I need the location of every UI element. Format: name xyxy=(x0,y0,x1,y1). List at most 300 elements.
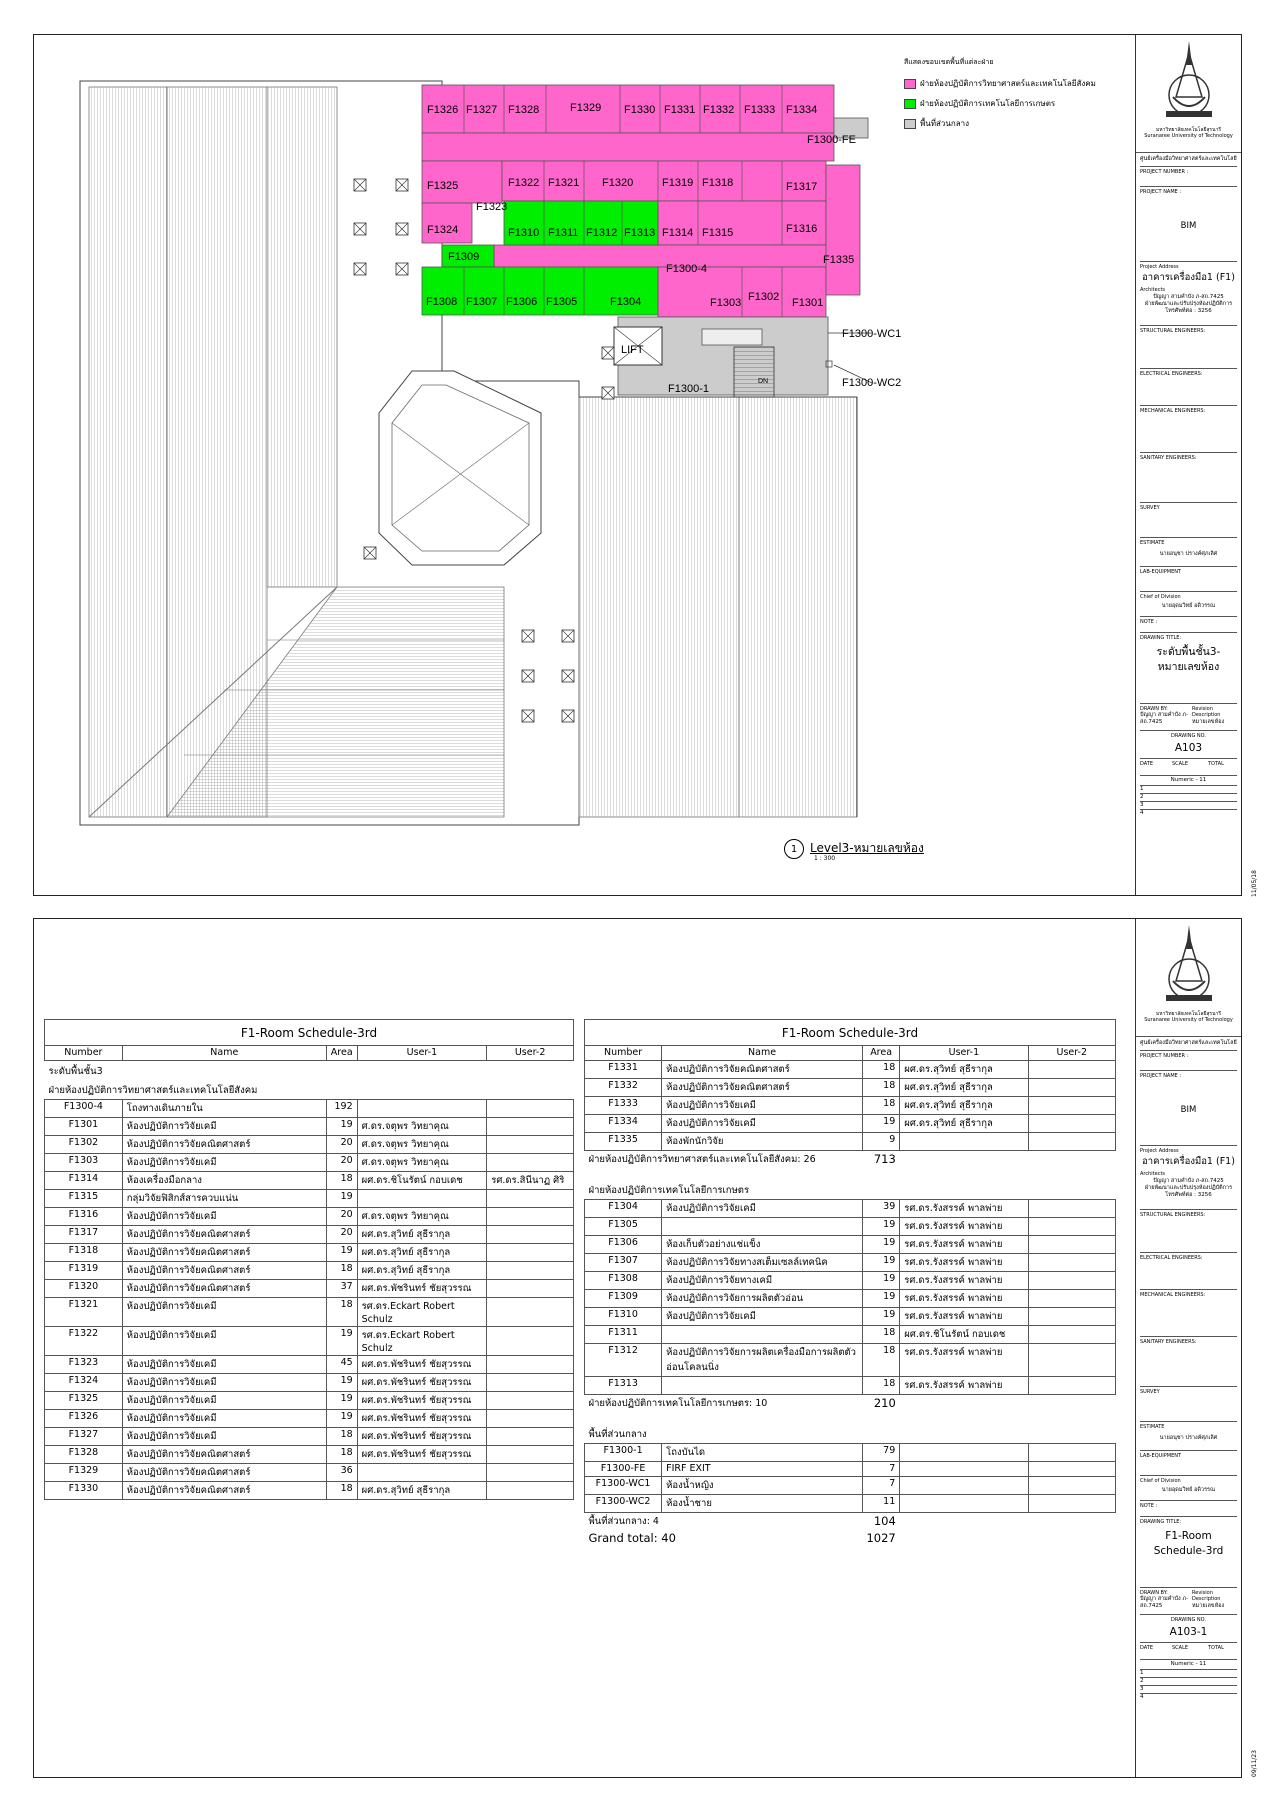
cell-area: 11 xyxy=(862,1495,899,1513)
cell-name: ห้องปฏิบัติการวิจัยเคมี xyxy=(122,1356,326,1374)
room-f1300-wc1: F1300-WC1 xyxy=(842,328,902,340)
cell-user-1: ผศ.ดร.ชิโนรัตน์ กอบเดช xyxy=(900,1326,1028,1344)
room-f1300-1: F1300-1 xyxy=(668,383,709,395)
cell-user-2 xyxy=(487,1410,574,1428)
cell-user-1: ผศ.ดร.สุวิทย์ สุธีรากุล xyxy=(900,1115,1028,1133)
schedule-title: F1-Room Schedule-3rd xyxy=(45,1020,574,1046)
drawing-sheet-a103 xyxy=(33,34,1258,897)
cell-name: ห้องปฏิบัติการวิจัยคณิตศาสตร์ xyxy=(122,1280,326,1298)
grand-total-label: Grand total: 40 xyxy=(588,1531,676,1545)
cell-user-2 xyxy=(1028,1115,1115,1133)
cell-area: 36 xyxy=(326,1464,357,1482)
stair-down-label: DN xyxy=(758,378,769,385)
room-f1300-fe: F1300-FE xyxy=(807,134,856,146)
cell-area: 9 xyxy=(862,1133,899,1151)
table-row xyxy=(45,1100,574,1118)
table-row xyxy=(45,1298,574,1327)
cell-user-1: รศ.ดร.Eckart Robert Schulz xyxy=(357,1298,487,1327)
wc-fixtures xyxy=(702,329,762,345)
cell-user-2 xyxy=(1028,1290,1115,1308)
room-f1333: F1333 xyxy=(744,104,776,116)
title-block-2: มหาวิทยาลัยเทคโนโลยีสุรนารี Suranaree University of Technology ศูนย์เครื่องมือวิทยาศาสตร์และเทคโนโลยี PROJECT NUMBER : PROJECT NAME : BIM Project Address อาคารเครื่องมือ1 (F1) Architects ปัญญา สามคำบัง ภ-สถ.7425 ฝ่ายพัฒนาและปรับปรุงห้องปฏิบัติการ โทรศัพท์ต่อ : 3256 STRUCTURAL ENGINEERS: ELECTRICAL ENGINEERS: MECHANICAL ENGINEERS: SANITARY ENGINEERS: SURVEY ESTIMATE นายอนุชา ปรางค์ศุภเลิศ LAB-EQUIPMENT Chief of Division นายอุดมวิทย์ อดิวรรณ NOTE : DRAWING TITLE: F1-Room Schedule-3rd DRAWN BY: ปัญญา สามคำบัง ภ-สถ.7425 Revision Description หมายเลขห้อง DRAWING NO. A103-1 DATE SCALE TOTAL Numeric - 11 1 2 3 4 xyxy=(1135,919,1241,1777)
cell-area: 18 xyxy=(326,1428,357,1446)
room-f1328: F1328 xyxy=(508,104,540,116)
cell-area: 39 xyxy=(862,1200,899,1218)
cell-number: F1317 xyxy=(45,1226,123,1244)
cell-number: F1319 xyxy=(45,1262,123,1280)
cell-number: F1300-FE xyxy=(585,1462,662,1477)
group-c-label: พื้นที่ส่วนกลาง xyxy=(588,1429,647,1440)
room-f1312: F1312 xyxy=(586,227,618,239)
level-label: ระดับพื้นชั้น3 xyxy=(48,1066,103,1077)
room-f1301: F1301 xyxy=(792,297,824,309)
table-row xyxy=(585,1115,1116,1133)
cell-number: F1306 xyxy=(585,1236,662,1254)
cell-name: ห้องปฏิบัติการวิจัยเคมี xyxy=(122,1208,326,1226)
cell-number: F1309 xyxy=(585,1290,662,1308)
cell-area: 192 xyxy=(326,1100,357,1118)
cell-user-2 xyxy=(1028,1200,1115,1218)
cell-name: ห้องปฏิบัติการวิจัยเคมี xyxy=(122,1327,326,1356)
room-f1303: F1303 xyxy=(710,297,742,309)
cell-user-2 xyxy=(487,1244,574,1262)
cell-name: ห้องปฏิบัติการวิจัยคณิตศาสตร์ xyxy=(662,1079,863,1097)
room-f1302: F1302 xyxy=(748,291,780,303)
room-f1329: F1329 xyxy=(570,102,602,114)
cell-number: F1327 xyxy=(45,1428,123,1446)
cell-area: 18 xyxy=(862,1326,899,1344)
cell-user-1 xyxy=(357,1464,487,1482)
drawing-title-2: Schedule-3rd xyxy=(1153,1545,1224,1557)
cell-user-2 xyxy=(1028,1377,1115,1395)
cell-user-1: รศ.ดร.รังสรรค์ พาลพ่าย xyxy=(900,1200,1028,1218)
table-row xyxy=(45,1208,574,1226)
cell-number: F1314 xyxy=(45,1172,123,1190)
room-f1315: F1315 xyxy=(702,227,734,239)
cell-name: ห้องปฏิบัติการวิจัยเคมี xyxy=(122,1410,326,1428)
cell-user-1: รศ.ดร.รังสรรค์ พาลพ่าย xyxy=(900,1377,1028,1395)
cell-number: F1330 xyxy=(45,1482,123,1500)
cell-user-1: รศ.ดร.รังสรรค์ พาลพ่าย xyxy=(900,1254,1028,1272)
cell-name xyxy=(662,1326,863,1344)
room-f1310: F1310 xyxy=(508,227,540,239)
room-schedule-right: F1-Room Schedule-3rd Number Name Area User-1 User-2 F1331 ห้องปฏิบัติการวิจัยคณิตศาสตร์ 18 ผศ.ดร.สุวิทย์ สุธีรากุล F1332 ห้องปฏิบัติการวิจัยคณิตศาสตร์ 18 ผศ.ดร.สุวิทย์ สุธีรากุล F1333 ห้องปฏิบัติการวิจัยเคมี 18 ผศ.ดร.สุวิทย์ สุธีรากุล F1334 ห้องปฏิบัติการวิจัยเคมี 19 ผศ.ดร.สุวิทย์ สุธีรากุล F1335 ห้องพักนักวิจัย 9 ฝ่ายห้องปฏิบัติการวิทยาศาสตร์และเทคโนโลยีสังคม: 26 713 ฝ่ายห้องปฏิบัติการเทคโนโลยีการเกษตร F1304 ห้องปฏิบัติการวิจัยเคมี 39 รศ.ดร.รังสรรค์ พาลพ่าย F1305 19 รศ.ดร.รังสรรค์ พาลพ่าย F1306 ห้องเก็บตัวอย่างแช่แข็ง 19 รศ.ดร.รังสรรค์ พาลพ่าย F1307 ห้องปฏิบัติการวิจัยทางสเต็มเซลล์เทคนิค 19 รศ.ดร.รังสรรค์ พาลพ่าย F1308 ห้องปฏิบัติการวิจัยทางเคมี 19 รศ.ดร.รังสรรค์ พาลพ่าย F1309 ห้องปฏิบัติการวิจัยการผลิตตัวอ่อน 19 รศ.ดร.รังสรรค์ พาลพ่าย F1310 ห้องปฏิบัติการวิจัยเคมี 19 รศ.ดร.รังสรรค์ พาลพ่าย F1311 18 ผศ.ดร.ชิโนรัตน์ กอบเดช F1312 ห้องปฏิบัติการวิจัยการผลิตเครื่องมือการผลิตตัวอ่อนโคลนนิ่ง 18 รศ.ดร.รังสรรค์ พาลพ่าย F1313 18 รศ.ดร.รังสรรค์ พาลพ่าย ฝ่ายห้องปฏิบัติการเทคโนโลยีการเกษตร: 10 210 พื้นที่ส่วนกลาง F1300-1 โถงบันได 79 F1300-FE FIRF EXIT 7 F1300-WC1 ห้องน้ำหญิง 7 F1300-WC2 ห้องน้ำชาย 11 พื้นที่ส่วนกลาง: 4 104 Grand total: 40 1027 xyxy=(584,1019,1116,1546)
room-f1300-wc2: F1300-WC2 xyxy=(842,377,902,389)
cell-name: ห้องปฏิบัติการวิจัยเคมี xyxy=(662,1308,863,1326)
cell-name: ห้องปฏิบัติการวิจัยคณิตศาสตร์ xyxy=(122,1482,326,1500)
cell-user-2 xyxy=(487,1100,574,1118)
cell-area: 19 xyxy=(326,1327,357,1356)
cell-area: 19 xyxy=(326,1118,357,1136)
cell-number: F1300-WC2 xyxy=(585,1495,662,1513)
cell-user-2 xyxy=(487,1327,574,1356)
cell-user-2 xyxy=(1028,1061,1115,1079)
cell-area: 18 xyxy=(862,1344,899,1377)
cell-name: ห้องปฏิบัติการวิจัยเคมี xyxy=(662,1097,863,1115)
cell-user-2 xyxy=(487,1280,574,1298)
table-row xyxy=(45,1262,574,1280)
cell-area: 45 xyxy=(326,1356,357,1374)
table-row xyxy=(45,1190,574,1208)
lift-label: LIFT xyxy=(621,344,644,356)
table-row xyxy=(45,1464,574,1482)
cell-number: F1311 xyxy=(585,1326,662,1344)
room-f1311: F1311 xyxy=(548,227,579,239)
cell-name: โถงทางเดินภายใน xyxy=(122,1100,326,1118)
cell-user-1 xyxy=(357,1190,487,1208)
cell-number: F1301 xyxy=(45,1118,123,1136)
cell-name: ห้องปฏิบัติการวิจัยคณิตศาสตร์ xyxy=(122,1226,326,1244)
drawing-sheet-a103-1 xyxy=(33,918,1258,1778)
cell-user-2 xyxy=(487,1482,574,1500)
cell-area: 20 xyxy=(326,1226,357,1244)
cell-user-2 xyxy=(1028,1097,1115,1115)
room-f1335: F1335 xyxy=(823,254,855,266)
table-row xyxy=(45,1356,574,1374)
table-row xyxy=(585,1444,1116,1462)
room-f1331: F1331 xyxy=(664,104,696,116)
cell-user-2 xyxy=(487,1226,574,1244)
group-c-sum-label: พื้นที่ส่วนกลาง: 4 xyxy=(588,1516,659,1527)
university-logo: มหาวิทยาลัยเทคโนโลยีสุรนารี Suranaree University of Technology xyxy=(1136,35,1241,153)
cell-user-2 xyxy=(1028,1462,1115,1477)
cell-name: ห้องปฏิบัติการวิจัยเคมี xyxy=(122,1428,326,1446)
cell-user-1: ผศ.ดร.พัชรินทร์ ชัยสุวรรณ xyxy=(357,1280,487,1298)
cell-user-1: ศ.ดร.จตุพร วิทยาคุณ xyxy=(357,1208,487,1226)
room-f1330: F1330 xyxy=(624,104,656,116)
table-row xyxy=(585,1290,1116,1308)
cell-user-1: ผศ.ดร.พัชรินทร์ ชัยสุวรรณ xyxy=(357,1428,487,1446)
cell-number: F1326 xyxy=(45,1410,123,1428)
cell-user-2 xyxy=(1028,1218,1115,1236)
cell-number: F1302 xyxy=(45,1136,123,1154)
room-f1334: F1334 xyxy=(786,104,818,116)
cell-area: 19 xyxy=(862,1218,899,1236)
room-f1323: F1323 xyxy=(476,201,508,213)
table-row xyxy=(585,1200,1116,1218)
group-c-sum-value: 104 xyxy=(873,1514,896,1528)
cell-user-1: รศ.ดร.รังสรรค์ พาลพ่าย xyxy=(900,1272,1028,1290)
cell-user-1: รศ.ดร.รังสรรค์ พาลพ่าย xyxy=(900,1290,1028,1308)
cell-name: ห้องปฏิบัติการวิจัยเคมี xyxy=(122,1154,326,1172)
cell-name: ห้องปฏิบัติการวิจัยเคมี xyxy=(662,1200,863,1218)
cell-number: F1329 xyxy=(45,1464,123,1482)
group-b-label: ฝ่ายห้องปฏิบัติการเทคโนโลยีการเกษตร xyxy=(588,1185,750,1196)
cell-user-1: ผศ.ดร.สุวิทย์ สุธีรากุล xyxy=(900,1061,1028,1079)
cell-user-1: ผศ.ดร.สุวิทย์ สุธีรากุล xyxy=(900,1097,1028,1115)
table-row xyxy=(45,1280,574,1298)
room-f1300-4: F1300-4 xyxy=(666,263,707,275)
cell-user-2: รศ.ดร.สินีนาฏ ศิริ xyxy=(487,1172,574,1190)
cell-name: ห้องน้ำชาย xyxy=(662,1495,863,1513)
cell-user-1 xyxy=(900,1495,1028,1513)
legend-swatch-pink xyxy=(904,79,916,89)
cell-user-2 xyxy=(487,1428,574,1446)
cell-user-1 xyxy=(900,1444,1028,1462)
legend-item-agri: ฝ่ายห้องปฏิบัติการเทคโนโลยีการเกษตร xyxy=(904,97,1055,110)
cell-user-2 xyxy=(487,1356,574,1374)
cell-user-2 xyxy=(1028,1272,1115,1290)
table-row xyxy=(45,1428,574,1446)
cell-name: ห้องปฏิบัติการวิจัยเคมี xyxy=(122,1298,326,1327)
cell-user-1 xyxy=(900,1133,1028,1151)
table-row xyxy=(45,1482,574,1500)
legend-item-science: ฝ่ายห้องปฏิบัติการวิทยาศาสตร์และเทคโนโลยีสังคม xyxy=(904,77,1096,90)
stair xyxy=(734,347,774,397)
cell-user-2 xyxy=(487,1154,574,1172)
cell-user-1: ศ.ดร.จตุพร วิทยาคุณ xyxy=(357,1136,487,1154)
drawing-number: A103-1 xyxy=(1169,1626,1208,1638)
room-f1324: F1324 xyxy=(427,224,459,236)
table-row xyxy=(585,1344,1116,1377)
table-row xyxy=(45,1327,574,1356)
table-row xyxy=(585,1061,1116,1079)
room-f1306: F1306 xyxy=(506,296,538,308)
cell-user-1: ผศ.ดร.พัชรินทร์ ชัยสุวรรณ xyxy=(357,1356,487,1374)
drawing-title-1: F1-Room xyxy=(1165,1530,1212,1542)
cell-number: F1333 xyxy=(585,1097,662,1115)
room-f1305: F1305 xyxy=(546,296,578,308)
cell-user-2 xyxy=(1028,1444,1115,1462)
cell-name: ห้องปฏิบัติการวิจัยทางเคมี xyxy=(662,1272,863,1290)
cell-user-1: ผศ.ดร.พัชรินทร์ ชัยสุวรรณ xyxy=(357,1392,487,1410)
floor-plan xyxy=(34,35,1134,895)
cell-user-1: รศ.ดร.รังสรรค์ พาลพ่าย xyxy=(900,1236,1028,1254)
cell-user-1: รศ.ดร.รังสรรค์ พาลพ่าย xyxy=(900,1218,1028,1236)
view-title xyxy=(784,839,924,862)
cell-area: 19 xyxy=(862,1308,899,1326)
legend-title: สีแสดงขอบเขตพื้นที่แต่ละฝ่าย xyxy=(904,58,994,66)
drawing-number: A103 xyxy=(1174,742,1203,754)
seal-icon xyxy=(1136,919,1242,1011)
cell-user-1: ผศ.ดร.พัชรินทร์ ชัยสุวรรณ xyxy=(357,1446,487,1464)
grand-total-value: 1027 xyxy=(866,1531,896,1545)
group-label: ฝ่ายห้องปฏิบัติการวิทยาศาสตร์และเทคโนโลยีสังคม xyxy=(48,1085,258,1096)
cell-user-2 xyxy=(487,1190,574,1208)
sheet-date: 11/05/18 xyxy=(1251,870,1258,897)
cell-user-1: ผศ.ดร.ชิโนรัตน์ กอบเดช xyxy=(357,1172,487,1190)
table-row xyxy=(585,1477,1116,1495)
cell-name: ห้องปฏิบัติการวิจัยเคมี xyxy=(122,1118,326,1136)
cell-number: F1313 xyxy=(585,1377,662,1395)
room-f1317: F1317 xyxy=(786,181,818,193)
cell-number: F1322 xyxy=(45,1327,123,1356)
table-row xyxy=(585,1218,1116,1236)
cell-name: ห้องปฏิบัติการวิจัยคณิตศาสตร์ xyxy=(122,1464,326,1482)
room-f1332: F1332 xyxy=(703,104,735,116)
cell-number: F1300-1 xyxy=(585,1444,662,1462)
cell-name: ห้องปฏิบัติการวิจัยคณิตศาสตร์ xyxy=(122,1244,326,1262)
cell-user-1: ผศ.ดร.สุวิทย์ สุธีรากุล xyxy=(357,1262,487,1280)
legend-swatch-gray xyxy=(904,119,916,129)
cell-user-2 xyxy=(487,1446,574,1464)
table-row xyxy=(585,1272,1116,1290)
cell-number: F1308 xyxy=(585,1272,662,1290)
table-row xyxy=(585,1462,1116,1477)
cell-number: F1323 xyxy=(45,1356,123,1374)
table-row xyxy=(45,1226,574,1244)
cell-number: F1304 xyxy=(585,1200,662,1218)
cell-user-1: ผศ.ดร.สุวิทย์ สุธีรากุล xyxy=(900,1079,1028,1097)
table-row xyxy=(585,1495,1116,1513)
cell-name: ห้องปฏิบัติการวิจัยคณิตศาสตร์ xyxy=(122,1446,326,1464)
group-a-sum-value: 713 xyxy=(873,1152,896,1166)
cell-user-1: ผศ.ดร.พัชรินทร์ ชัยสุวรรณ xyxy=(357,1374,487,1392)
cell-number: F1331 xyxy=(585,1061,662,1079)
cell-user-2 xyxy=(487,1136,574,1154)
cell-number: F1335 xyxy=(585,1133,662,1151)
cell-area: 19 xyxy=(326,1190,357,1208)
cell-area: 19 xyxy=(862,1254,899,1272)
cell-user-2 xyxy=(1028,1079,1115,1097)
cell-name: ห้องปฏิบัติการวิจัยคณิตศาสตร์ xyxy=(662,1061,863,1079)
cell-name: ห้องเก็บตัวอย่างแช่แข็ง xyxy=(662,1236,863,1254)
legend-item-common: พื้นที่ส่วนกลาง xyxy=(904,117,969,130)
cell-area: 18 xyxy=(326,1298,357,1327)
room-schedule-left: F1-Room Schedule-3rd Number Name Area User-1 User-2 ระดับพื้นชั้น3 ฝ่ายห้องปฏิบัติการวิทยาศาสตร์และเทคโนโลยีสังคม F1300-4 โถงทางเดินภายใน 192 F1301 ห้องปฏิบัติการวิจัยเคมี 19 ศ.ดร.จตุพร วิทยาคุณ F1302 ห้องปฏิบัติการวิจัยคณิตศาสตร์ 20 ศ.ดร.จตุพร วิทยาคุณ F1303 ห้องปฏิบัติการวิจัยเคมี 20 ศ.ดร.จตุพร วิทยาคุณ F1314 ห้องเครื่องมือกลาง 18 ผศ.ดร.ชิโนรัตน์ กอบเดช รศ.ดร.สินีนาฏ ศิริ F1315 กลุ่มวิจัยฟิสิกส์สารควบแน่น 19 F1316 ห้องปฏิบัติการวิจัยเคมี 20 ศ.ดร.จตุพร วิทยาคุณ F1317 ห้องปฏิบัติการวิจัยคณิตศาสตร์ 20 ผศ.ดร.สุวิทย์ สุธีรากุล F1318 ห้องปฏิบัติการวิจัยคณิตศาสตร์ 19 ผศ.ดร.สุวิทย์ สุธีรากุล F1319 ห้องปฏิบัติการวิจัยคณิตศาสตร์ 18 ผศ.ดร.สุวิทย์ สุธีรากุล F1320 ห้องปฏิบัติการวิจัยคณิตศาสตร์ 37 ผศ.ดร.พัชรินทร์ ชัยสุวรรณ F1321 ห้องปฏิบัติการวิจัยเคมี 18 รศ.ดร.Eckart Robert Schulz F1322 ห้องปฏิบัติการวิจัยเคมี 19 รศ.ดร.Eckart Robert Schulz F1323 ห้องปฏิบัติการวิจัยเคมี 45 ผศ.ดร.พัชรินทร์ ชัยสุวรรณ F1324 ห้องปฏิบัติการวิจัยเคมี 19 ผศ.ดร.พัชรินทร์ ชัยสุวรรณ F1325 ห้องปฏิบัติการวิจัยเคมี 19 ผศ.ดร.พัชรินทร์ ชัยสุวรรณ F1326 ห้องปฏิบัติการวิจัยเคมี 19 ผศ.ดร.พัชรินทร์ ชัยสุวรรณ F1327 ห้องปฏิบัติการวิจัยเคมี 18 ผศ.ดร.พัชรินทร์ ชัยสุวรรณ F1328 ห้องปฏิบัติการวิจัยคณิตศาสตร์ 18 ผศ.ดร.พัชรินทร์ ชัยสุวรรณ F1329 ห้องปฏิบัติการวิจัยคณิตศาสตร์ 36 F1330 ห้องปฏิบัติการวิจัยคณิตศาสตร์ 18 ผศ.ดร.สุวิทย์ สุธีรากุล xyxy=(44,1019,574,1500)
cell-user-2 xyxy=(487,1464,574,1482)
cell-user-1: รศ.ดร.รังสรรค์ พาลพ่าย xyxy=(900,1308,1028,1326)
table-row xyxy=(585,1097,1116,1115)
cell-user-1: ผศ.ดร.สุวิทย์ สุธีรากุล xyxy=(357,1482,487,1500)
table-row xyxy=(45,1172,574,1190)
cell-name: ห้องปฏิบัติการวิจัยเคมี xyxy=(122,1374,326,1392)
cell-number: F1307 xyxy=(585,1254,662,1272)
room-f1318: F1318 xyxy=(702,177,734,189)
cell-name: กลุ่มวิจัยฟิสิกส์สารควบแน่น xyxy=(122,1190,326,1208)
cell-number: F1300-WC1 xyxy=(585,1477,662,1495)
cell-name: ห้องพักนักวิจัย xyxy=(662,1133,863,1151)
cell-number: F1325 xyxy=(45,1392,123,1410)
cell-area: 20 xyxy=(326,1154,357,1172)
cell-area: 20 xyxy=(326,1136,357,1154)
table-row xyxy=(585,1326,1116,1344)
cell-area: 19 xyxy=(862,1290,899,1308)
table-row xyxy=(45,1244,574,1262)
cell-area: 7 xyxy=(862,1462,899,1477)
cell-user-1 xyxy=(900,1462,1028,1477)
cell-number: F1320 xyxy=(45,1280,123,1298)
cell-area: 7 xyxy=(862,1477,899,1495)
cell-area: 18 xyxy=(326,1446,357,1464)
room-f1320: F1320 xyxy=(602,177,634,189)
cell-area: 19 xyxy=(862,1272,899,1290)
cell-name: ห้องปฏิบัติการวิจัยคณิตศาสตร์ xyxy=(122,1262,326,1280)
table-row xyxy=(45,1136,574,1154)
group-b-sum-label: ฝ่ายห้องปฏิบัติการเทคโนโลยีการเกษตร: 10 xyxy=(588,1398,768,1409)
cell-area: 20 xyxy=(326,1208,357,1226)
table-row xyxy=(585,1133,1116,1151)
cell-area: 37 xyxy=(326,1280,357,1298)
cell-user-2 xyxy=(1028,1236,1115,1254)
cell-area: 19 xyxy=(862,1236,899,1254)
cell-area: 19 xyxy=(326,1410,357,1428)
cell-user-2 xyxy=(487,1392,574,1410)
table-row xyxy=(45,1154,574,1172)
cell-user-2 xyxy=(487,1118,574,1136)
room-f1308: F1308 xyxy=(426,296,458,308)
cell-number: F1321 xyxy=(45,1298,123,1327)
legend-swatch-green xyxy=(904,99,916,109)
cell-user-1: ผศ.ดร.สุวิทย์ สุธีรากุล xyxy=(357,1226,487,1244)
cell-user-2 xyxy=(1028,1308,1115,1326)
table-row xyxy=(585,1079,1116,1097)
cell-name: ห้องน้ำหญิง xyxy=(662,1477,863,1495)
cell-user-1: ศ.ดร.จตุพร วิทยาคุณ xyxy=(357,1154,487,1172)
room-f1304: F1304 xyxy=(610,296,642,308)
room-f1321: F1321 xyxy=(548,177,580,189)
cell-number: F1332 xyxy=(585,1079,662,1097)
cell-user-2 xyxy=(1028,1477,1115,1495)
cell-name: ห้องปฏิบัติการวิจัยเคมี xyxy=(662,1115,863,1133)
cell-area: 19 xyxy=(326,1392,357,1410)
cell-name: ห้องปฏิบัติการวิจัยคณิตศาสตร์ xyxy=(122,1136,326,1154)
table-row xyxy=(45,1410,574,1428)
schedule-title-right: F1-Room Schedule-3rd xyxy=(585,1020,1116,1046)
cell-user-2 xyxy=(1028,1495,1115,1513)
cell-area: 18 xyxy=(862,1079,899,1097)
room-f1314: F1314 xyxy=(662,227,694,239)
group-b-sum-value: 210 xyxy=(873,1396,896,1410)
cell-name xyxy=(662,1218,863,1236)
view-number: 1 xyxy=(784,839,804,859)
room-f1307: F1307 xyxy=(466,296,498,308)
cell-user-2 xyxy=(1028,1133,1115,1151)
cell-user-1: ผศ.ดร.สุวิทย์ สุธีรากุล xyxy=(357,1244,487,1262)
cell-number: F1300-4 xyxy=(45,1100,123,1118)
table-row xyxy=(45,1118,574,1136)
table-row xyxy=(585,1308,1116,1326)
cell-number: F1303 xyxy=(45,1154,123,1172)
cell-user-2 xyxy=(1028,1326,1115,1344)
room-f1327: F1327 xyxy=(466,104,498,116)
cell-user-2 xyxy=(487,1374,574,1392)
cell-number: F1328 xyxy=(45,1446,123,1464)
cell-area: 18 xyxy=(862,1061,899,1079)
title-block: มหาวิทยาลัยเทคโนโลยีสุรนารี Suranaree University of Technology ศูนย์เครื่องมือวิทยาศาสตร์และเทคโนโลยี PROJECT NUMBER : PROJECT NAME : BIM Project Address อาคารเครื่องมือ1 (F1) Architects ปัญญา สามคำบัง ภ-สถ.7425 ฝ่ายพัฒนาและปรับปรุงห้องปฏิบัติการ โทรศัพท์ต่อ : 3256 STRUCTURAL ENGINEERS: ELECTRICAL ENGINEERS: MECHANICAL ENGINEERS: SANITARY ENGINEERS: SURVEY ESTIMATE นายอนุชา ปรางค์ศุภเลิศ LAB-EQUIPMENT Chief of Division นายอุดมวิทย์ อดิวรรณ NOTE : DRAWING TITLE: ระดับพื้นชั้น3- หมายเลขห้อง DRAWN BY: ปัญญา สามคำบัง ภ-สถ.7425 Revision Description หมายเลขห้อง DRAWING NO. A103 DATE SCALE TOTAL Numeric - 11 1 2 3 4 xyxy=(1135,35,1241,895)
roof-right xyxy=(579,397,857,817)
cell-area: 19 xyxy=(326,1374,357,1392)
room-f1319: F1319 xyxy=(662,177,694,189)
cell-area: 18 xyxy=(326,1172,357,1190)
cell-area: 18 xyxy=(326,1482,357,1500)
cell-user-2 xyxy=(487,1208,574,1226)
cell-name: FIRF EXIT xyxy=(662,1462,863,1477)
cell-area: 18 xyxy=(326,1262,357,1280)
cell-number: F1318 xyxy=(45,1244,123,1262)
cell-number: F1324 xyxy=(45,1374,123,1392)
cell-number: F1310 xyxy=(585,1308,662,1326)
cell-name: ห้องปฏิบัติการวิจัยเคมี xyxy=(122,1392,326,1410)
cell-user-2 xyxy=(1028,1254,1115,1272)
drawing-title-2: หมายเลขห้อง xyxy=(1157,661,1220,673)
cell-area: 79 xyxy=(862,1444,899,1462)
group-a-sum-label: ฝ่ายห้องปฏิบัติการวิทยาศาสตร์และเทคโนโลยีสังคม: 26 xyxy=(588,1154,816,1165)
view-name: Level3-หมายเลขห้อง xyxy=(810,841,924,855)
table-row xyxy=(45,1392,574,1410)
cell-area: 18 xyxy=(862,1097,899,1115)
seal-icon xyxy=(1136,35,1242,127)
room-f1322: F1322 xyxy=(508,177,540,189)
sheet-date: 09/11/23 xyxy=(1251,1750,1258,1777)
cell-number: F1316 xyxy=(45,1208,123,1226)
drawing-title-1: ระดับพื้นชั้น3- xyxy=(1156,646,1221,658)
cell-name: โถงบันได xyxy=(662,1444,863,1462)
cell-name: ห้องปฏิบัติการวิจัยการผลิตเครื่องมือการผลิตตัวอ่อนโคลนนิ่ง xyxy=(662,1344,863,1377)
table-row xyxy=(585,1254,1116,1272)
cell-area: 18 xyxy=(862,1377,899,1395)
cell-number: F1305 xyxy=(585,1218,662,1236)
